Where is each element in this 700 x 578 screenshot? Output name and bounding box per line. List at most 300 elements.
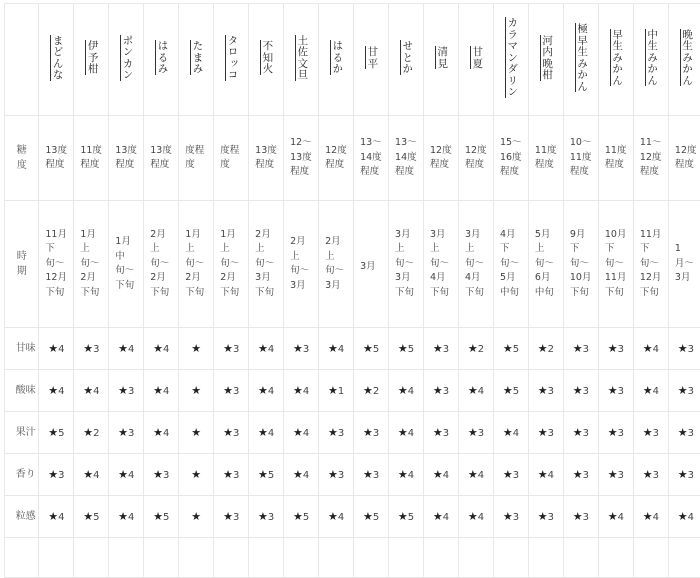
sugar-value: 13度程度: [150, 144, 172, 173]
texture-rating-cell: [459, 496, 494, 538]
rating-value: 3: [128, 428, 134, 439]
citrus-name-link[interactable]: はるか: [330, 40, 343, 75]
star-rating: [293, 468, 309, 481]
rating-value: 5: [268, 470, 274, 481]
row-label-period: 時期: [5, 201, 39, 328]
rating-value: 4: [408, 428, 414, 439]
star-rating: [573, 384, 589, 397]
citrus-name-link[interactable]: たまみ: [190, 40, 203, 75]
sugar-value-cell: [319, 116, 354, 201]
rating-value: 3: [268, 512, 274, 523]
rating-value: 5: [163, 512, 169, 523]
juice-rating-cell: [424, 412, 459, 454]
next-row-partial: [5, 538, 700, 578]
star-rating: [48, 342, 64, 355]
period-value: 5月上旬〜6月中旬: [535, 228, 557, 301]
rating-value: 4: [163, 344, 169, 355]
star-rating: [678, 426, 694, 439]
star-icon: ★: [643, 426, 653, 439]
rating-value: 3: [338, 470, 344, 481]
acidity-rating-cell: [389, 370, 424, 412]
rating-value: 3: [618, 470, 624, 481]
texture-rating-cell: [668, 496, 700, 538]
juice-rating-cell: [563, 412, 598, 454]
star-icon: ★: [223, 468, 233, 481]
star-rating: [573, 426, 589, 439]
rating-value: 4: [128, 344, 134, 355]
sugar-value-cell: [563, 116, 598, 201]
rating-value: 5: [93, 512, 99, 523]
empty-cell: [459, 538, 494, 578]
star-icon: ★: [48, 342, 58, 355]
star-icon: ★: [293, 468, 303, 481]
juice-rating-cell: [633, 412, 668, 454]
sugar-value-cell: [109, 116, 144, 201]
empty-cell: [668, 538, 700, 578]
aroma-rating-cell: [214, 454, 249, 496]
period-value-cell: [284, 201, 319, 328]
sweetness-rating-cell: [179, 328, 214, 370]
star-icon: ★: [573, 468, 583, 481]
star-icon: ★: [538, 510, 548, 523]
citrus-name-link[interactable]: 不知火: [260, 40, 273, 75]
star-rating: [398, 384, 414, 397]
juice-row: [5, 412, 700, 454]
citrus-name-link[interactable]: 清見: [435, 46, 448, 69]
column-header: [319, 4, 354, 116]
star-icon: ★: [538, 468, 548, 481]
texture-rating-cell: [249, 496, 284, 538]
empty-cell: [39, 538, 74, 578]
star-icon: ★: [328, 384, 338, 397]
juice-rating-cell: [249, 412, 284, 454]
texture-rating-cell: [563, 496, 598, 538]
citrus-name-link[interactable]: まどんな: [50, 35, 63, 81]
sweetness-rating-cell: [319, 328, 354, 370]
juice-rating-cell: [179, 412, 214, 454]
juice-rating-cell: [109, 412, 144, 454]
star-icon: ★: [678, 384, 688, 397]
rating-value: 4: [653, 344, 659, 355]
star-icon: ★: [191, 426, 201, 439]
star-rating: [191, 426, 201, 439]
rating-value: 4: [653, 386, 659, 397]
star-rating: [258, 510, 274, 523]
citrus-name-link[interactable]: 伊予柑: [85, 40, 98, 75]
star-rating: [398, 468, 414, 481]
star-rating: [433, 384, 449, 397]
period-value-cell: [493, 201, 528, 328]
rating-value: 3: [618, 344, 624, 355]
aroma-rating-cell: [424, 454, 459, 496]
period-value-cell: [179, 201, 214, 328]
texture-rating-cell: [179, 496, 214, 538]
juice-rating-cell: [389, 412, 424, 454]
rating-value: 2: [478, 344, 484, 355]
star-rating: [678, 510, 694, 523]
star-rating: [363, 384, 379, 397]
acidity-rating-cell: [424, 370, 459, 412]
texture-rating-cell: [528, 496, 563, 538]
rating-value: 4: [443, 512, 449, 523]
column-header: [284, 4, 319, 116]
star-rating: [258, 468, 274, 481]
star-icon: ★: [538, 426, 548, 439]
period-value-cell: [109, 201, 144, 328]
star-icon: ★: [118, 510, 128, 523]
citrus-name-link[interactable]: タロッコ: [225, 35, 238, 81]
rating-value: 3: [338, 428, 344, 439]
period-value: 9月下旬〜10月下旬: [570, 228, 592, 301]
sugar-value: 12度程度: [430, 144, 452, 173]
star-rating: [678, 468, 694, 481]
star-rating: [153, 510, 169, 523]
rating-value: 4: [408, 386, 414, 397]
citrus-comparison-table-container: [4, 3, 700, 578]
star-rating: [83, 468, 99, 481]
star-rating: [363, 426, 379, 439]
aroma-rating-cell: [354, 454, 389, 496]
sweetness-rating-cell: [528, 328, 563, 370]
star-rating: [503, 468, 519, 481]
star-rating: [538, 342, 554, 355]
star-icon: ★: [433, 468, 443, 481]
star-rating: [643, 468, 659, 481]
sugar-value-cell: [74, 116, 109, 201]
star-icon: ★: [433, 342, 443, 355]
empty-cell: [179, 538, 214, 578]
sugar-value-cell: [214, 116, 249, 201]
rating-value: 4: [478, 386, 484, 397]
rating-value: 4: [58, 386, 64, 397]
row-label-texture: 粒感: [5, 496, 39, 538]
star-icon: ★: [258, 468, 268, 481]
star-icon: ★: [328, 342, 338, 355]
rating-value: 3: [653, 470, 659, 481]
star-icon: ★: [258, 342, 268, 355]
sugar-value: 13〜14度程度: [395, 136, 417, 180]
sugar-value: 10〜11度程度: [570, 136, 592, 180]
period-value: 1月上旬〜2月下旬: [185, 228, 207, 301]
period-value: 1月上旬〜2月下旬: [220, 228, 242, 301]
column-header: [249, 4, 284, 116]
star-rating: [328, 384, 344, 397]
citrus-name-link[interactable]: 早生みかん: [610, 29, 623, 87]
rating-value: 3: [618, 386, 624, 397]
star-icon: ★: [328, 510, 338, 523]
citrus-name-link[interactable]: 甘夏: [470, 46, 483, 69]
sugar-row: [5, 116, 700, 201]
rating-value: 5: [303, 512, 309, 523]
sweetness-rating-cell: [249, 328, 284, 370]
star-icon: ★: [83, 384, 93, 397]
empty-cell: [528, 538, 563, 578]
rating-value: 3: [128, 386, 134, 397]
rating-value: 3: [233, 386, 239, 397]
column-header: [633, 4, 668, 116]
star-icon: ★: [363, 384, 373, 397]
rating-value: 4: [128, 470, 134, 481]
column-header: [389, 4, 424, 116]
juice-rating-cell: [459, 412, 494, 454]
star-rating: [191, 384, 201, 397]
period-value-cell: [424, 201, 459, 328]
star-icon: ★: [643, 384, 653, 397]
star-icon: ★: [398, 426, 408, 439]
empty-cell: [214, 538, 249, 578]
rating-value: 3: [233, 344, 239, 355]
sweetness-rating-cell: [598, 328, 633, 370]
sugar-value-cell: [528, 116, 563, 201]
row-label-acidity: 酸味: [5, 370, 39, 412]
juice-rating-cell: [598, 412, 633, 454]
star-rating: [48, 468, 64, 481]
star-rating: [191, 468, 201, 481]
star-rating: [83, 510, 99, 523]
aroma-rating-cell: [563, 454, 598, 496]
sugar-value-cell: [144, 116, 179, 201]
star-icon: ★: [223, 426, 233, 439]
period-value: 3月: [360, 260, 382, 275]
texture-rating-cell: [598, 496, 633, 538]
rating-value: 4: [303, 428, 309, 439]
citrus-name-link[interactable]: せとか: [400, 40, 413, 75]
star-rating: [643, 384, 659, 397]
star-rating: [293, 510, 309, 523]
star-rating: [258, 342, 274, 355]
citrus-name-link[interactable]: 土佐文旦: [295, 35, 308, 81]
sugar-value: 11度程度: [605, 144, 627, 173]
star-rating: [538, 510, 554, 523]
star-icon: ★: [433, 426, 443, 439]
acidity-rating-cell: [354, 370, 389, 412]
sugar-value: 12〜13度程度: [290, 136, 312, 180]
sweetness-rating-cell: [389, 328, 424, 370]
rating-value: 3: [548, 386, 554, 397]
sweetness-rating-cell: [563, 328, 598, 370]
star-icon: ★: [328, 468, 338, 481]
sugar-value: 12度程度: [325, 144, 347, 173]
star-icon: ★: [83, 342, 93, 355]
star-icon: ★: [258, 426, 268, 439]
rating-value: 4: [128, 512, 134, 523]
period-value: 2月上旬〜2月下旬: [150, 228, 172, 301]
star-icon: ★: [398, 468, 408, 481]
texture-rating-cell: [424, 496, 459, 538]
acidity-rating-cell: [144, 370, 179, 412]
star-rating: [153, 342, 169, 355]
empty-cell: [109, 538, 144, 578]
star-icon: ★: [118, 384, 128, 397]
sugar-value: 12度程度: [675, 144, 697, 173]
empty-cell: [74, 538, 109, 578]
rating-value: 3: [548, 512, 554, 523]
star-rating: [293, 342, 309, 355]
star-icon: ★: [153, 342, 163, 355]
aroma-rating-cell: [493, 454, 528, 496]
rating-value: 3: [443, 386, 449, 397]
star-rating: [83, 384, 99, 397]
period-value: 3月上旬〜3月下旬: [395, 228, 417, 301]
star-icon: ★: [363, 468, 373, 481]
sugar-value-cell: [39, 116, 74, 201]
star-rating: [503, 426, 519, 439]
star-icon: ★: [573, 426, 583, 439]
sweetness-rating-cell: [144, 328, 179, 370]
star-icon: ★: [223, 384, 233, 397]
rating-value: 3: [303, 344, 309, 355]
period-value-cell: [459, 201, 494, 328]
rating-value: 3: [688, 428, 694, 439]
star-rating: [48, 384, 64, 397]
sugar-value: 度程度: [185, 144, 207, 173]
period-value-cell: [74, 201, 109, 328]
period-value-cell: [354, 201, 389, 328]
rating-value: 3: [688, 344, 694, 355]
rating-value: 3: [583, 470, 589, 481]
sugar-value-cell: [249, 116, 284, 201]
rating-value: 4: [163, 386, 169, 397]
sweetness-rating-cell: [424, 328, 459, 370]
acidity-rating-cell: [74, 370, 109, 412]
star-icon: ★: [573, 384, 583, 397]
rating-value: 3: [688, 470, 694, 481]
star-rating: [433, 426, 449, 439]
column-header: [39, 4, 74, 116]
acidity-rating-cell: [598, 370, 633, 412]
juice-rating-cell: [354, 412, 389, 454]
star-icon: ★: [191, 384, 201, 397]
sugar-value-cell: [424, 116, 459, 201]
acidity-rating-cell: [284, 370, 319, 412]
star-icon: ★: [468, 426, 478, 439]
texture-row: [5, 496, 700, 538]
star-icon: ★: [678, 342, 688, 355]
rating-value: 4: [653, 512, 659, 523]
star-icon: ★: [538, 384, 548, 397]
row-label-sweetness: 甘味: [5, 328, 39, 370]
star-icon: ★: [643, 510, 653, 523]
rating-value: 3: [513, 470, 519, 481]
citrus-name-link[interactable]: 甘平: [365, 46, 378, 69]
period-value: 11月下旬〜12月下旬: [45, 228, 67, 301]
rating-value: 3: [513, 512, 519, 523]
texture-rating-cell: [39, 496, 74, 538]
sugar-value-cell: [179, 116, 214, 201]
star-icon: ★: [363, 426, 373, 439]
sweetness-rating-cell: [459, 328, 494, 370]
citrus-name-link[interactable]: 中生みかん: [645, 29, 658, 87]
period-value-cell: [563, 201, 598, 328]
star-icon: ★: [293, 426, 303, 439]
sugar-value-cell: [459, 116, 494, 201]
sugar-value-cell: [598, 116, 633, 201]
star-rating: [503, 342, 519, 355]
rating-value: 3: [618, 428, 624, 439]
empty-cell: [598, 538, 633, 578]
rating-value: 3: [443, 344, 449, 355]
citrus-name-link[interactable]: 極早生みかん: [575, 23, 588, 92]
rating-value: 2: [548, 344, 554, 355]
sugar-value-cell: [389, 116, 424, 201]
period-value: 1月中旬〜下旬: [115, 235, 137, 293]
rating-value: 3: [583, 386, 589, 397]
rating-value: 4: [338, 512, 344, 523]
star-rating: [433, 510, 449, 523]
star-icon: ★: [48, 426, 58, 439]
star-rating: [503, 510, 519, 523]
rating-value: 3: [58, 470, 64, 481]
star-icon: ★: [153, 468, 163, 481]
citrus-name-link[interactable]: 河内晩柑: [540, 35, 553, 81]
star-rating: [118, 384, 134, 397]
star-rating: [538, 426, 554, 439]
period-value-cell: [633, 201, 668, 328]
star-icon: ★: [223, 510, 233, 523]
citrus-name-link[interactable]: はるみ: [155, 40, 168, 75]
star-rating: [608, 342, 624, 355]
star-rating: [433, 342, 449, 355]
rating-value: 3: [478, 428, 484, 439]
acidity-rating-cell: [109, 370, 144, 412]
rating-value: 3: [583, 512, 589, 523]
texture-rating-cell: [389, 496, 424, 538]
star-icon: ★: [468, 468, 478, 481]
star-rating: [398, 510, 414, 523]
period-value-cell: [389, 201, 424, 328]
star-icon: ★: [398, 384, 408, 397]
star-rating: [258, 426, 274, 439]
star-rating: [223, 342, 239, 355]
star-rating: [643, 426, 659, 439]
sugar-value: 13度程度: [45, 144, 67, 173]
rating-value: 3: [233, 512, 239, 523]
citrus-name-link[interactable]: カラマンダリン: [505, 17, 518, 98]
empty-cell: [493, 538, 528, 578]
star-rating: [643, 342, 659, 355]
star-icon: ★: [223, 342, 233, 355]
star-rating: [573, 510, 589, 523]
acidity-rating-cell: [459, 370, 494, 412]
aroma-rating-cell: [633, 454, 668, 496]
aroma-rating-cell: [74, 454, 109, 496]
star-icon: ★: [258, 510, 268, 523]
star-icon: ★: [678, 426, 688, 439]
rating-value: 3: [163, 470, 169, 481]
rating-value: 4: [93, 386, 99, 397]
column-header: [493, 4, 528, 116]
rating-value: 4: [618, 512, 624, 523]
star-rating: [363, 510, 379, 523]
citrus-name-link[interactable]: ポンカン: [120, 35, 133, 81]
star-icon: ★: [293, 384, 303, 397]
sugar-value: 11度程度: [535, 144, 557, 173]
rating-value: 1: [338, 386, 344, 397]
rating-value: 4: [303, 386, 309, 397]
corner-cell: [5, 4, 39, 116]
citrus-name-link[interactable]: 晩生みかん: [680, 29, 693, 87]
star-rating: [468, 468, 484, 481]
texture-rating-cell: [144, 496, 179, 538]
star-rating: [573, 342, 589, 355]
star-rating: [398, 342, 414, 355]
acidity-rating-cell: [319, 370, 354, 412]
column-header: [563, 4, 598, 116]
rating-value: 4: [268, 344, 274, 355]
juice-rating-cell: [528, 412, 563, 454]
rating-value: 4: [443, 470, 449, 481]
acidity-rating-cell: [633, 370, 668, 412]
